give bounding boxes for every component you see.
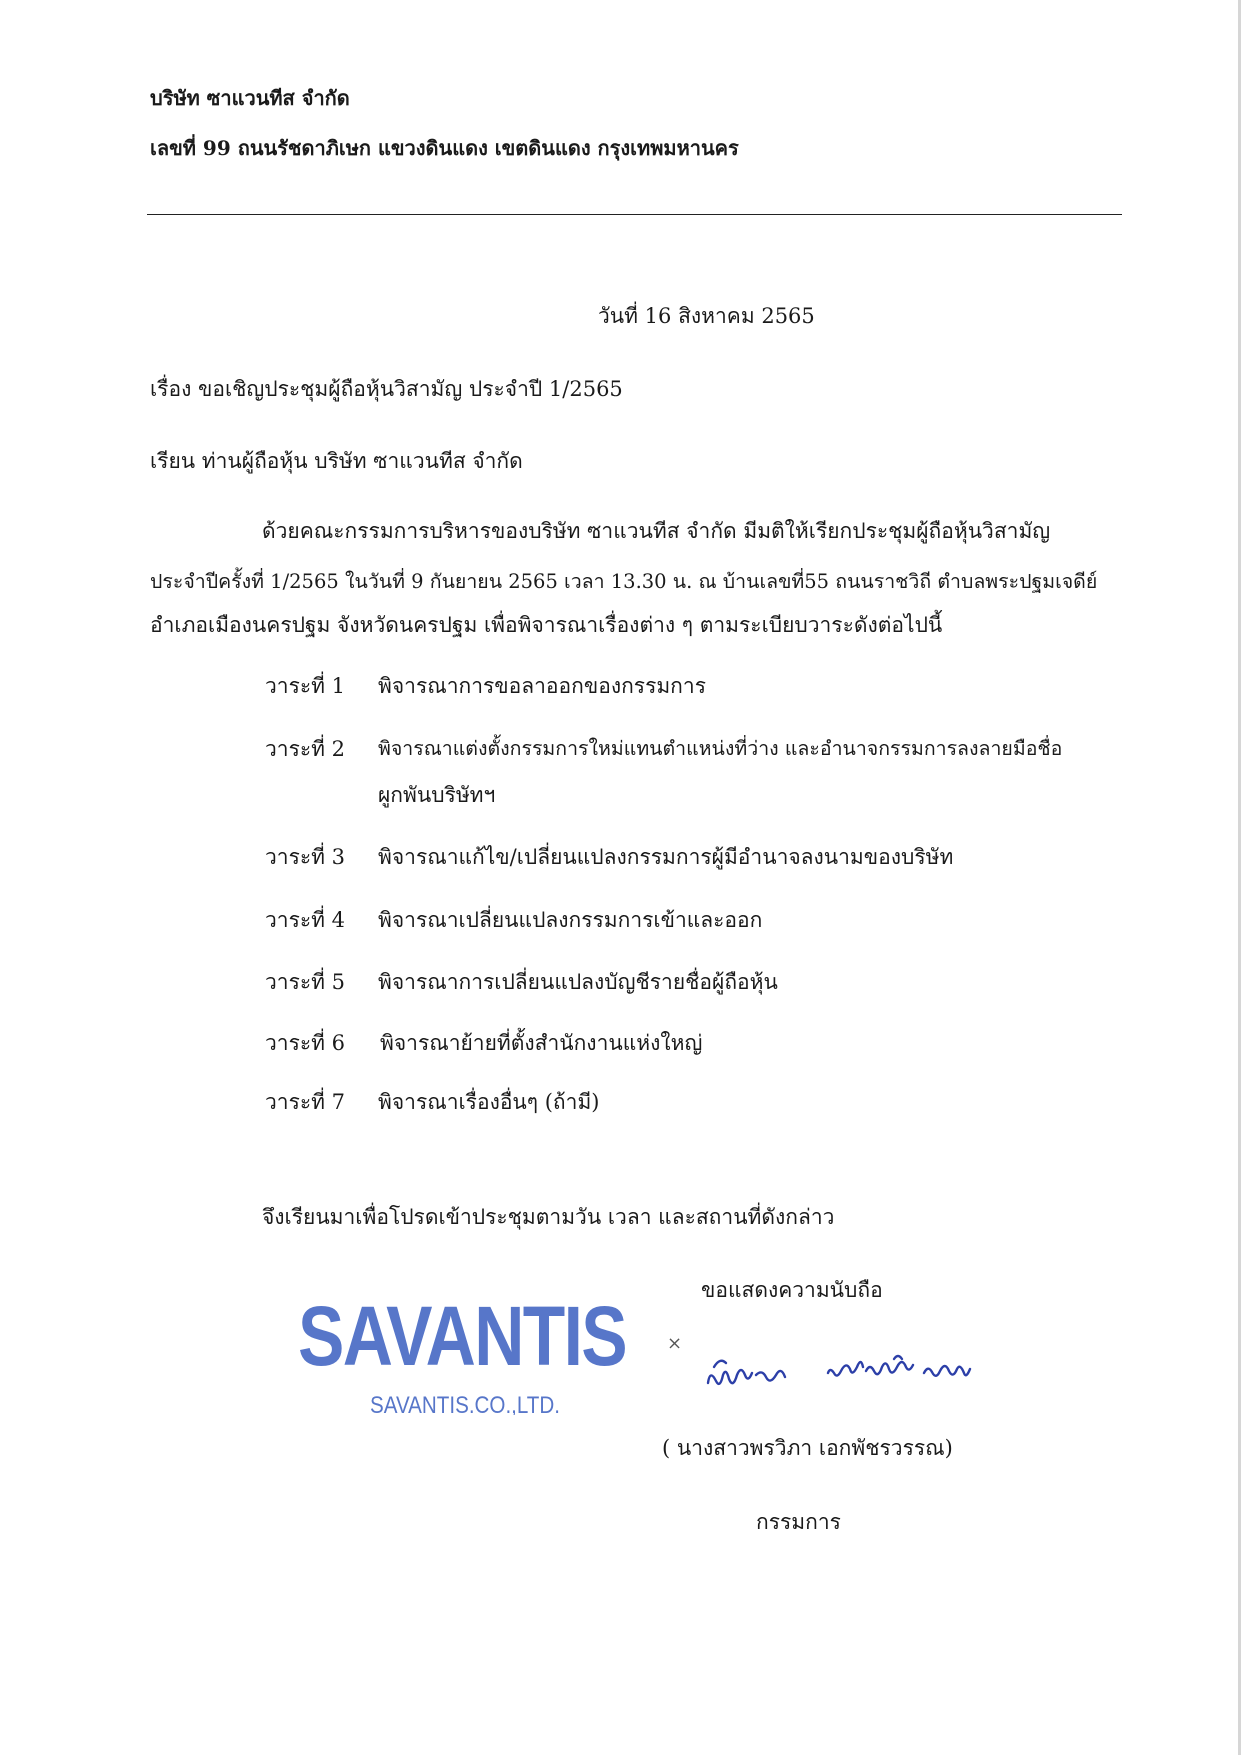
body-line-1: ด้วยคณะกรรมการบริหารของบริษัท ซาแวนทีส จำกัด มีมติให้เรียกประชุมผู้ถือหุ้นวิสามัญ [262, 519, 1051, 543]
agenda-number: วาระที่ 4 [265, 908, 346, 932]
closing-line: จึงเรียนมาเพื่อโปรดเข้าประชุมตามวัน เวลา และสถานที่ดังกล่าว [262, 1205, 835, 1229]
company-name: บริษัท ซาแวนทีส จำกัด [150, 86, 350, 110]
company-stamp [290, 1285, 630, 1415]
body-line-3: อำเภอเมืองนครปฐม จังหวัดนครปฐม เพื่อพิจารณาเรื่องต่าง ๆ ตามระเบียบวาระดังต่อไปนี้ [150, 613, 943, 637]
agenda-number: วาระที่ 3 [265, 845, 346, 869]
header-divider [147, 214, 1122, 215]
agenda-number: วาระที่ 2 [265, 737, 346, 761]
agenda-text: พิจารณาเปลี่ยนแปลงกรรมการเข้าและออก [378, 908, 763, 932]
regards-line: ขอแสดงความนับถือ [701, 1278, 883, 1302]
signatory-title: กรรมการ [756, 1510, 841, 1534]
agenda-text: พิจารณาแก้ไข/เปลี่ยนแปลงกรรมการผู้มีอำนาจลงนามของบริษัท [378, 845, 954, 869]
signatory-name: ( นางสาวพรวิภา เอกพัชรวรรณ) [662, 1436, 953, 1460]
stamp-brand: SAVANTIS [298, 1289, 626, 1383]
letter-subject: เรื่อง ขอเชิญประชุมผู้ถือหุ้นวิสามัญ ประจำปี 1/2565 [150, 377, 623, 401]
agenda-text: พิจารณาการขอลาออกของกรรมการ [378, 674, 706, 698]
agenda-number: วาระที่ 6 [265, 1031, 346, 1055]
agenda-text: พิจารณาการเปลี่ยนแปลงบัญชีรายชื่อผู้ถือหุ้น [378, 970, 778, 994]
letter-recipient: เรียน ท่านผู้ถือหุ้น บริษัท ซาแวนทีส จำกัด [150, 449, 523, 473]
letter-date: วันที่ 16 สิงหาคม 2565 [598, 304, 815, 328]
body-line-2: ประจำปีครั้งที่ 1/2565 ในวันที่ 9 กันยายน 2565 เวลา 13.30 น. ณ บ้านเลขที่55 ถนนราชวิถี ตำบลพระปฐมเจดีย์ [150, 570, 1098, 593]
signature-mark: × [667, 1333, 683, 1354]
stamp-subtitle: SAVANTIS.CO.,LTD. [370, 1392, 560, 1415]
signature [700, 1345, 990, 1405]
agenda-number: วาระที่ 5 [265, 970, 346, 994]
agenda-number: วาระที่ 7 [265, 1090, 346, 1114]
company-address: เลขที่ 99 ถนนรัชดาภิเษก แขวงดินแดง เขตดินแดง กรุงเทพมหานคร [150, 136, 739, 160]
agenda-text: พิจารณาเรื่องอื่นๆ (ถ้ามี) [378, 1090, 600, 1114]
agenda-text: พิจารณาย้ายที่ตั้งสำนักงานแห่งใหญ่ [380, 1031, 703, 1055]
agenda-text: พิจารณาแต่งตั้งกรรมการใหม่แทนตำแหน่งที่ว่าง และอำนาจกรรมการลงลายมือชื่อ [378, 737, 1063, 760]
agenda-text-cont: ผูกพันบริษัทฯ [378, 783, 496, 807]
agenda-number: วาระที่ 1 [265, 674, 346, 698]
